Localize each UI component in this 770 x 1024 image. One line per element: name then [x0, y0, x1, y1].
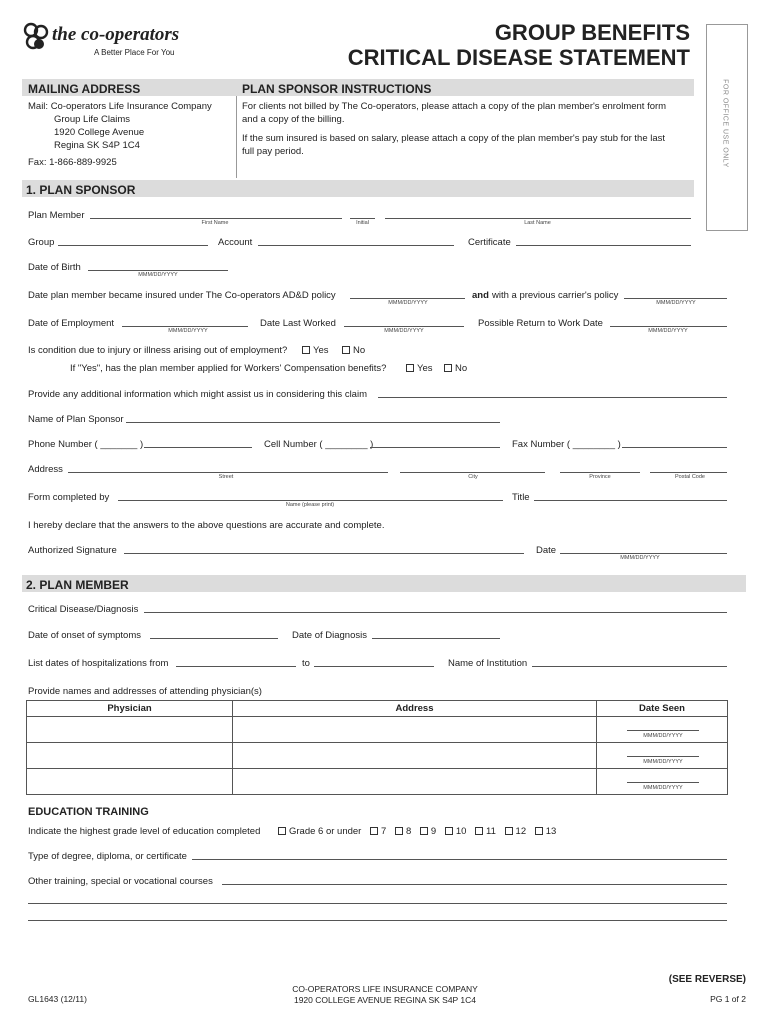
completed-by-field[interactable]	[118, 500, 503, 501]
first-name-field[interactable]	[90, 218, 342, 219]
grade-label: 7	[381, 826, 387, 837]
prev-carrier-caption: MMM/DD/YYYY	[656, 300, 696, 306]
diagnosis-label: Critical Disease/Diagnosis	[28, 604, 139, 615]
completed-by-caption: Name (please print)	[285, 502, 335, 508]
completed-by-label: Form completed by	[28, 492, 110, 503]
first-name-caption: First Name	[201, 220, 229, 226]
footer-address: 1920 COLLEGE AVENUE REGINA SK S4P 1C4	[293, 995, 477, 1005]
date-seen-caption: MMM/DD/YYYY	[643, 785, 683, 791]
sign-date-caption: MMM/DD/YYYY	[620, 555, 660, 561]
form-title-line2: CRITICAL DISEASE STATEMENT	[347, 45, 690, 70]
injury-no[interactable]	[342, 346, 365, 356]
prev-carrier-label: with a previous carrier's policy	[492, 290, 619, 301]
grade-option[interactable]	[395, 826, 411, 837]
physician-cell[interactable]	[27, 743, 233, 769]
phone-label: Phone Number ( _______ )	[28, 439, 144, 450]
grade-checkbox[interactable]	[535, 827, 543, 835]
education-heading: EDUCATION TRAINING	[28, 806, 149, 818]
grade-label: 10	[455, 826, 467, 837]
physician-cell[interactable]	[27, 717, 233, 743]
other-training-line2[interactable]	[28, 903, 727, 904]
date-diagnosis-label: Date of Diagnosis	[292, 630, 367, 641]
city-caption: City	[468, 474, 478, 480]
grade-option[interactable]	[370, 826, 386, 837]
grade-checkbox[interactable]	[475, 827, 483, 835]
dob-label: Date of Birth	[28, 262, 81, 273]
grade-option[interactable]	[420, 826, 436, 837]
date-seen-caption: MMM/DD/YYYY	[643, 759, 683, 765]
degree-label: Type of degree, diploma, or certificate	[28, 851, 187, 862]
member-bar	[22, 575, 746, 592]
last-worked-label: Date Last Worked	[260, 318, 336, 329]
injury-yes[interactable]	[302, 346, 329, 356]
institution-field[interactable]	[532, 666, 727, 667]
column-divider	[236, 96, 237, 178]
wcb-yes[interactable]	[406, 364, 433, 374]
grade-checkbox[interactable]	[370, 827, 378, 835]
signature-label: Authorized Signature	[28, 545, 117, 556]
company-logo	[22, 22, 212, 62]
form-number: GL1643 (12/11)	[28, 994, 87, 1004]
initial-field[interactable]	[350, 218, 375, 219]
instr-p1-l2: and a copy of the billing.	[242, 114, 345, 125]
degree-field[interactable]	[192, 859, 727, 860]
grade-options	[278, 827, 556, 837]
sponsor-name-field[interactable]	[126, 422, 500, 423]
form-title-line1: GROUP BENEFITS	[494, 20, 690, 45]
return-work-caption: MMM/DD/YYYY	[648, 328, 688, 334]
logo-icon	[22, 22, 50, 52]
grade-question: Indicate the highest grade level of education completed	[28, 826, 261, 837]
hosp-to-label: to	[302, 658, 310, 669]
grade-label: 12	[515, 826, 527, 837]
grade-checkbox[interactable]	[395, 827, 403, 835]
grade-label: 13	[545, 826, 557, 837]
sign-date-field[interactable]	[560, 553, 727, 554]
tagline: A Better Place For You	[94, 48, 175, 57]
declaration-text: I hereby declare that the answers to the above questions are accurate and complete.	[28, 520, 385, 531]
postal-caption: Postal Code	[675, 474, 705, 480]
return-work-field[interactable]	[610, 326, 727, 327]
address-cell[interactable]	[233, 743, 597, 769]
date-seen-caption: MMM/DD/YYYY	[643, 733, 683, 739]
cell-label: Cell Number ( ________ )	[264, 439, 374, 450]
employment-label: Date of Employment	[28, 318, 115, 329]
wcb-yes-label: Yes	[417, 363, 433, 374]
physician-table	[26, 700, 728, 795]
page-number: PG 1 of 2	[710, 994, 746, 1004]
mail-fax: Fax: 1-866-889-9925	[28, 157, 117, 168]
instr-p2-l2: full pay period.	[242, 146, 304, 157]
instr-p2-l1: If the sum insured is based on salary, please attach a copy of the plan member's pay stub for the last	[242, 133, 666, 144]
title-field[interactable]	[534, 500, 727, 501]
injury-no-checkbox[interactable]	[342, 346, 350, 354]
insured-date-caption: MMM/DD/YYYY	[388, 300, 428, 306]
physician-cell[interactable]	[27, 769, 233, 795]
wcb-no-checkbox[interactable]	[444, 364, 452, 372]
grade-option[interactable]	[278, 826, 361, 837]
other-training-line3[interactable]	[28, 920, 727, 921]
insured-date-label: Date plan member became insured under The Co-operators AD&D policy	[28, 290, 336, 301]
mailing-heading: MAILING ADDRESS	[28, 82, 141, 96]
table-header-row	[27, 701, 728, 717]
table-row	[27, 769, 728, 795]
grade-label: 11	[486, 826, 496, 837]
member-heading: 2. PLAN MEMBER	[26, 578, 129, 592]
wcb-no-label: No	[455, 363, 468, 374]
additional-info-label: Provide any additional information which might assist us in considering this claim	[28, 389, 367, 400]
sponsor-heading: 1. PLAN SPONSOR	[26, 183, 136, 197]
fax-label: Fax Number ( ________ )	[512, 439, 621, 450]
group-label: Group	[28, 237, 55, 248]
grade-label: Grade 6 or under	[289, 826, 362, 837]
mail-line2: Group Life Claims	[54, 114, 131, 125]
table-row	[27, 743, 728, 769]
institution-label: Name of Institution	[448, 658, 528, 669]
sponsor-name-label: Name of Plan Sponsor	[28, 414, 124, 425]
injury-no-label: No	[353, 345, 366, 356]
province-field[interactable]	[560, 472, 640, 473]
col-address: Address	[233, 701, 597, 717]
onset-label: Date of onset of symptoms	[28, 630, 141, 641]
and-label: and	[472, 290, 489, 301]
address-label: Address	[28, 464, 63, 475]
phone-field[interactable]	[144, 447, 252, 448]
postal-field[interactable]	[650, 472, 727, 473]
last-name-field[interactable]	[385, 218, 691, 219]
additional-info-field[interactable]	[378, 397, 727, 398]
sponsor-bar	[22, 180, 694, 197]
last-name-caption: Last Name	[524, 220, 551, 226]
wcb-question: If "Yes", has the plan member applied for Workers' Compensation benefits?	[70, 363, 387, 374]
date-seen-cell[interactable]	[597, 717, 728, 743]
logo-text: the co-operators	[52, 24, 180, 45]
signature-field[interactable]	[124, 553, 524, 554]
col-physician: Physician	[27, 701, 233, 717]
grade-option[interactable]	[445, 826, 467, 837]
physicians-label: Provide names and addresses of attending physician(s)	[28, 686, 262, 697]
see-reverse: (SEE REVERSE)	[668, 974, 746, 985]
last-worked-caption: MMM/DD/YYYY	[384, 328, 424, 334]
grade-label: 8	[405, 826, 412, 837]
onset-field[interactable]	[150, 638, 278, 639]
col-date-seen: Date Seen	[597, 701, 728, 717]
mail-line4: Regina SK S4P 1C4	[54, 140, 140, 151]
table-row	[27, 717, 728, 743]
account-field[interactable]	[258, 245, 454, 246]
grade-checkbox[interactable]	[278, 827, 286, 835]
street-field[interactable]	[68, 472, 388, 473]
fax-field[interactable]	[622, 447, 727, 448]
injury-question: Is condition due to injury or illness arising out of employment?	[28, 345, 288, 356]
diagnosis-field[interactable]	[144, 612, 727, 613]
address-cell[interactable]	[233, 769, 597, 795]
grade-option[interactable]	[505, 826, 527, 837]
certificate-label: Certificate	[468, 237, 511, 248]
province-caption: Province	[589, 474, 611, 480]
grade-option[interactable]	[535, 826, 557, 837]
other-training-label: Other training, special or vocational courses	[28, 876, 213, 887]
employment-field[interactable]	[122, 326, 248, 327]
date-diagnosis-field[interactable]	[372, 638, 500, 639]
injury-yes-checkbox[interactable]	[302, 346, 310, 354]
hosp-to-field[interactable]	[314, 666, 434, 667]
date-seen-cell[interactable]	[597, 769, 728, 795]
grade-checkbox[interactable]	[445, 827, 453, 835]
certificate-field[interactable]	[516, 245, 691, 246]
insured-date-field[interactable]	[350, 298, 465, 299]
injury-yes-label: Yes	[313, 345, 329, 356]
cell-field[interactable]	[370, 447, 500, 448]
prev-carrier-field[interactable]	[624, 298, 727, 299]
instructions-heading: PLAN SPONSOR INSTRUCTIONS	[242, 82, 432, 96]
plan-member-label: Plan Member	[28, 210, 85, 221]
sign-date-label: Date	[536, 545, 557, 556]
dob-caption: MMM/DD/YYYY	[138, 272, 178, 278]
grade-checkbox[interactable]	[420, 827, 428, 835]
wcb-yes-checkbox[interactable]	[406, 364, 414, 372]
hosp-from-field[interactable]	[176, 666, 296, 667]
office-use-label: FOR OFFICE USE ONLY	[721, 79, 729, 168]
mail-line1: Mail: Co-operators Life Insurance Company	[28, 101, 212, 112]
employment-caption: MMM/DD/YYYY	[168, 328, 208, 334]
title-label: Title	[512, 492, 530, 503]
date-seen-cell[interactable]	[597, 743, 728, 769]
wcb-no[interactable]	[444, 364, 467, 374]
grade-option[interactable]	[475, 826, 496, 837]
return-work-label: Possible Return to Work Date	[478, 318, 603, 329]
instr-p1-l1: For clients not billed by The Co-operators, please attach a copy of the plan member's enrolment form	[242, 101, 667, 112]
hosp-label: List dates of hospitalizations from	[28, 658, 169, 669]
group-field[interactable]	[58, 245, 208, 246]
dob-field[interactable]	[88, 270, 228, 271]
address-cell[interactable]	[233, 717, 597, 743]
street-caption: Street	[218, 474, 234, 480]
account-label: Account	[218, 237, 253, 248]
initial-caption: Initial	[356, 220, 369, 226]
footer-company: CO-OPERATORS LIFE INSURANCE COMPANY	[292, 984, 478, 994]
other-training-field[interactable]	[222, 884, 727, 885]
city-field[interactable]	[400, 472, 545, 473]
grade-checkbox[interactable]	[505, 827, 513, 835]
grade-label: 9	[430, 826, 437, 837]
mail-line3: 1920 College Avenue	[54, 127, 145, 138]
last-worked-field[interactable]	[344, 326, 464, 327]
